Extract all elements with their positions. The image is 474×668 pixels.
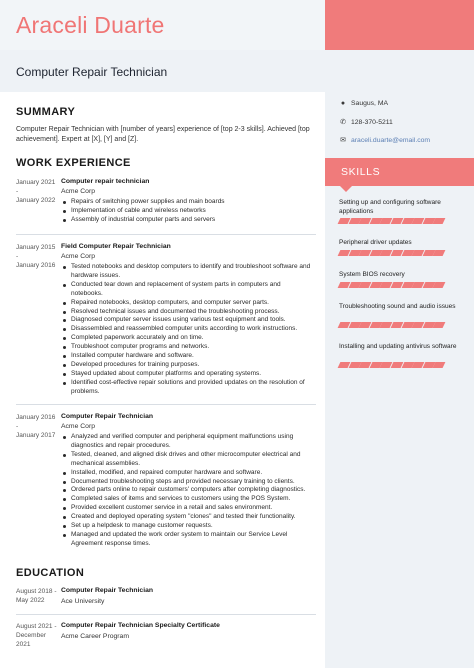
- job-bullet: Implementation of cable and wireless networks: [61, 207, 311, 216]
- date-dash: -: [16, 253, 19, 260]
- email-link[interactable]: araceli.duarte@email.com: [351, 136, 431, 144]
- job-company: Acme Corp: [61, 253, 95, 260]
- date-dash: -: [16, 423, 19, 430]
- job-start-date: January 2015: [16, 244, 56, 251]
- job-bullets: [61, 198, 311, 225]
- map-pin-icon: ●: [340, 100, 346, 107]
- section-divider: [16, 404, 316, 405]
- job-bullet: Resolved technical issues and documented the troubleshooting process.: [61, 308, 311, 317]
- education-school: Ace University: [61, 598, 105, 605]
- job-bullet: Conducted tear down and replacement of system parts in computers and notebooks.: [61, 281, 311, 299]
- skills-heading-notch: [340, 186, 352, 192]
- job-bullets: [61, 263, 311, 397]
- job-end-date: January 2017: [16, 432, 56, 439]
- job-bullet: Installed, modified, and repaired computer hardware and software.: [61, 469, 311, 478]
- edu-start-date: August 2018: [16, 588, 53, 595]
- skill-name: System BIOS recovery: [339, 271, 405, 278]
- job-bullet: Assembly of industrial computer parts and servers: [61, 216, 311, 225]
- skill-level-bar: [339, 362, 445, 368]
- summary-heading: SUMMARY: [16, 106, 76, 118]
- name-accent-block: [325, 0, 474, 50]
- phone-icon: ✆: [340, 119, 346, 126]
- contact-phone: [338, 118, 393, 126]
- job-dates: [16, 243, 60, 270]
- job-start-date: January 2021: [16, 179, 56, 186]
- job-bullet: Disassembled and reassembled computer units according to work instructions.: [61, 325, 311, 334]
- education-heading: EDUCATION: [16, 567, 85, 579]
- skill-level-bar: [339, 322, 445, 328]
- phone-text: 128-370-5211: [351, 118, 393, 126]
- job-dates: [16, 413, 60, 440]
- edu-start-date: August 2021: [16, 623, 53, 630]
- skill-bar-segment: [433, 218, 445, 224]
- job-dates: [16, 178, 60, 205]
- candidate-name: Araceli Duarte: [16, 12, 165, 38]
- job-end-date: January 2016: [16, 262, 56, 269]
- job-bullet: Completed paperwork accurately and on time.: [61, 334, 311, 343]
- job-end-date: January 2022: [16, 197, 56, 204]
- job-bullet: Repaired notebooks, desktop computers, and computer server parts.: [61, 299, 311, 308]
- job-bullet: Ordered parts online to repair customers' computers after completing diagnostics.: [61, 486, 311, 495]
- job-bullet: Diagnosed computer server issues using various test equipment and tools.: [61, 316, 311, 325]
- title-band: [0, 50, 474, 92]
- skill-level-bar: [339, 282, 445, 288]
- skill-level-bar: [339, 250, 445, 256]
- edu-end-date: May 2022: [16, 597, 45, 604]
- job-bullet: Stayed updated about computer platforms and operating systems.: [61, 370, 311, 379]
- date-dash: -: [54, 623, 57, 630]
- education-title: Computer Repair Technician: [61, 587, 154, 594]
- job-bullet: Installed computer hardware and software.: [61, 352, 311, 361]
- email-icon: ✉: [340, 137, 346, 144]
- skill-name: Peripheral driver updates: [339, 239, 412, 246]
- skill-name: Troubleshooting sound and audio issues: [339, 303, 456, 310]
- job-start-date: January 2016: [16, 414, 56, 421]
- job-bullets: [61, 433, 311, 549]
- skill-level-bar: [339, 218, 445, 224]
- skills-heading-band: [325, 158, 474, 186]
- job-bullet: Identified cost-effective repair solutions and provided updates on the resolution of problems.: [61, 379, 311, 397]
- job-title: Field Computer Repair Technician: [61, 243, 171, 250]
- skill-name: Installing and updating antivirus software: [339, 343, 457, 350]
- work-experience-heading: WORK EXPERIENCE: [16, 157, 131, 169]
- skill-name: Setting up and configuring software applications: [339, 199, 441, 215]
- job-title-heading: Computer Repair Technician: [16, 65, 168, 79]
- job-bullet: Created and deployed operating system "clones" and tested their functionality.: [61, 513, 311, 522]
- skills-heading: SKILLS: [341, 166, 381, 178]
- job-bullet: Troubleshoot computer programs and networks.: [61, 343, 311, 352]
- job-title: Computer repair technician: [61, 178, 150, 185]
- job-bullet: Managed and updated the work order system to maintain our Service Level Agreement response times.: [61, 531, 311, 549]
- date-dash: -: [54, 588, 57, 595]
- job-bullet: Documented troubleshooting steps and provided necessary training to clients.: [61, 478, 311, 487]
- contact-email[interactable]: [338, 136, 430, 144]
- location-text: Saugus, MA: [351, 100, 389, 107]
- skill-bar-segment: [433, 282, 445, 288]
- skill-bar-segment: [433, 362, 445, 368]
- job-bullet: Tested notebooks and desktop computers to identify and troubleshoot software and hardware issues.: [61, 263, 311, 281]
- job-title: Computer Repair Technician: [61, 413, 154, 420]
- skill-bar-segment: [433, 322, 445, 328]
- edu-end-date: December 2021: [16, 632, 46, 648]
- job-bullet: Completed sales of items and services to customers using the POS System.: [61, 495, 311, 504]
- job-company: Acme Corp: [61, 423, 95, 430]
- section-divider: [16, 614, 316, 615]
- education-dates: [16, 622, 61, 649]
- education-school: Acme Career Program: [61, 633, 129, 640]
- contact-location: [338, 100, 388, 107]
- education-dates: [16, 587, 61, 605]
- job-bullet: Tested, cleaned, and aligned disk drives and other microcomputer electrical and mechanical assemblies.: [61, 451, 311, 469]
- job-company: Acme Corp: [61, 188, 95, 195]
- skill-bar-segment: [433, 250, 445, 256]
- summary-text: Computer Repair Technician with [number of years] experience of [top 2-3 skills]. Achieved [top achievement]. Expert at [X], [Y] and [Z].: [16, 126, 310, 143]
- job-bullet: Provided excellent customer service in a retail and sales environment.: [61, 504, 311, 513]
- job-bullet: Developed procedures for training purposes.: [61, 361, 311, 370]
- job-bullet: Set up a helpdesk to manage customer requests.: [61, 522, 311, 531]
- education-title: Computer Repair Technician Specialty Certificate: [61, 622, 220, 629]
- job-bullet: Analyzed and verified computer and peripheral equipment malfunctions using diagnostics and repair procedures.: [61, 433, 311, 451]
- section-divider: [16, 234, 316, 235]
- date-dash: -: [16, 188, 19, 195]
- job-bullet: Repairs of switching power supplies and main boards: [61, 198, 311, 207]
